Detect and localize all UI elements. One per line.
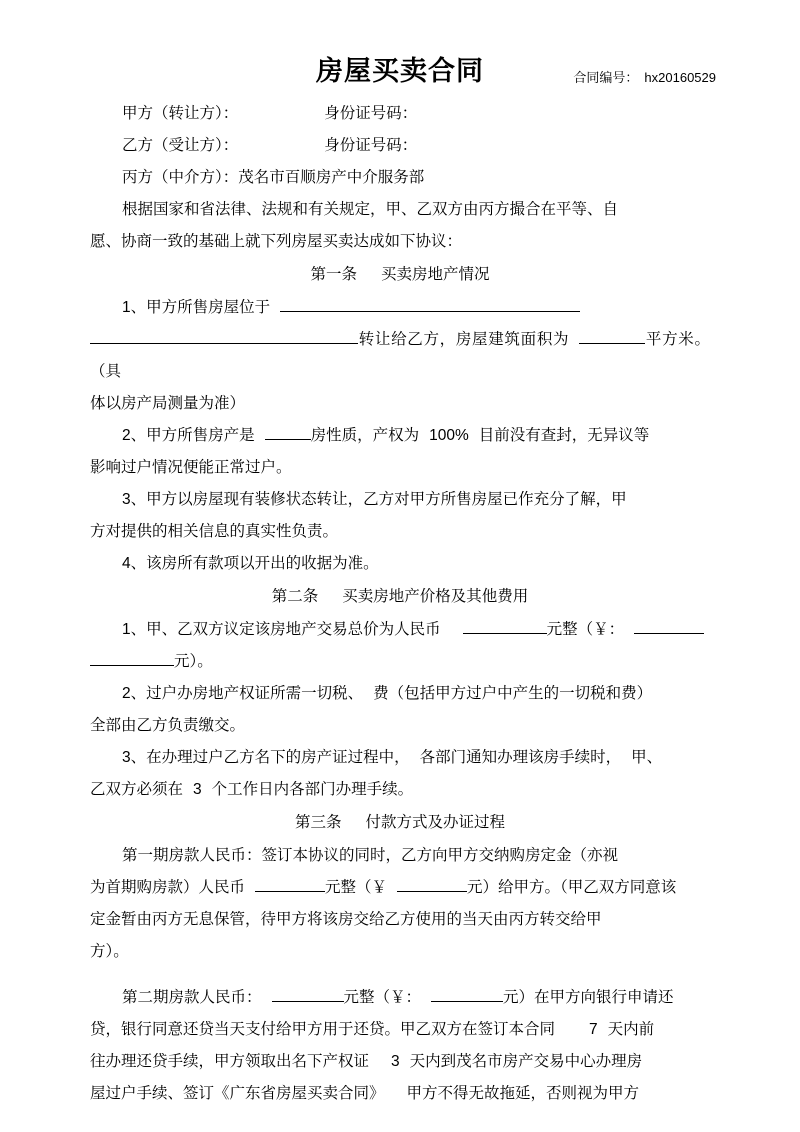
s1-i1-text-a: 1、甲方所售房屋位于 [122,299,271,316]
s1-i1-blank-area[interactable] [579,327,645,344]
s3-p1-blank-deposit-digits[interactable] [397,875,467,892]
section-2-item-1-line-1 [90,614,710,646]
section-1-number: 第一条 [310,266,357,283]
paragraph-spacer [90,968,710,982]
s1-i1-blank-address-cont[interactable] [90,327,358,344]
preamble-line-2: 愿、协商一致的基础上就下列房屋买卖达成如下协议： [90,233,463,250]
section-3-number: 第三条 [294,814,342,831]
section-2-name: 买卖房地产价格及其他费用 [342,588,529,605]
s3-p1-text-b: 为首期购房款）人民币 [90,879,246,896]
s1-i2-text-a: 2、甲方所售房产是 [122,427,255,444]
section-3-name: 付款方式及办证过程 [365,814,506,831]
page-title: 房屋买卖合同 [316,56,484,86]
section-3-para-2-line-3 [90,1046,710,1078]
section-3-para-1-line-3: 定金暂由丙方无息保管，待甲方将该房交给乙方使用的当天由丙方转交给甲 [90,911,602,928]
s3-p2-text-c: 元）在甲方向银行申请还 [503,989,674,1006]
s2-i1-blank-total-words[interactable] [463,617,547,634]
s2-i3-text-d: 乙双方必须在 [90,781,184,798]
section-1-item-1-line-3: 体以房产局测量为准） [90,395,246,412]
s3-p2-blank-amount-words[interactable] [272,985,344,1002]
s3-p2-text-f: 往办理还贷手续，甲方领取出名下产权证 [90,1053,370,1070]
section-1-heading [90,258,710,292]
s2-i3-text-b: 各部门通知办理该房手续时， [419,749,622,766]
s2-i3-days: 3 [193,781,202,798]
section-3-para-1-line-4: 方）。 [90,943,129,960]
section-2-item-3-line-1 [90,742,710,774]
s3-p1-text-d: 元）给甲方。（甲乙双方同意该 [467,879,677,896]
section-2-item-3-line-2 [90,774,710,806]
party-jiafang-label: 甲方（转让方）： [122,105,239,122]
party-jiafang-id-label: 身份证号码： [324,105,418,122]
section-2-item-2-line-2: 全部由乙方负责缴交。 [90,717,246,734]
s2-i1-text-c: 元）。 [174,653,213,670]
section-3-para-2-line-1 [90,982,710,1014]
s3-p1-blank-deposit-words[interactable] [255,875,325,892]
section-1-item-1-line-1 [90,292,710,324]
section-2-item-1-line-2 [90,646,710,678]
s3-p2-days-1: 7 [589,1021,598,1038]
s3-p2-text-d: 贷，银行同意还贷当天支付给甲方用于还贷。甲乙双方在签订本合同 [90,1021,556,1038]
s1-i2-percent: 100% [429,427,469,444]
s2-i2-text-a: 2、过户办房地产权证所需一切税、 [122,685,364,702]
contract-number [573,67,716,86]
section-3-heading [90,806,710,840]
s1-i1-text-c: 平方米。（具 [90,331,710,380]
s3-p2-text-i: 甲方不得无故拖延，否则视为甲方 [406,1085,640,1102]
section-1-item-3-line-1: 3、甲方以房屋现有装修状态转让，乙方对甲方所售房屋已作充分了解，甲 [122,491,627,508]
s2-i1-blank-total-digits[interactable] [634,617,704,634]
s2-i3-text-c: 甲、 [631,749,663,766]
party-row-yifang [90,130,710,162]
section-1-item-2-line-1 [90,420,710,452]
s2-i3-text-a: 3、在办理过户乙方名下的房产证过程中， [122,749,410,766]
s2-i1-blank-total-digits-cont[interactable] [90,649,174,666]
section-2-number: 第二条 [271,588,319,605]
s1-i2-text-c: 目前没有查封，无异议等 [478,427,650,444]
section-2-heading [90,580,710,614]
contract-number-value: hx20160529 [644,70,716,85]
section-1-name: 买卖房地产情况 [381,266,490,283]
s2-i2-text-b: 费（包括甲方过户中产生的一切税和费） [373,685,653,702]
section-2-item-2-line-1 [90,678,710,710]
s1-i2-blank-nature[interactable] [265,423,311,440]
s2-i3-text-e: 个工作日内各部门办理手续。 [211,781,414,798]
s2-i1-text-b: 元整（￥： [546,621,625,638]
contract-number-label: 合同编号： [573,70,639,85]
section-3-para-2-line-2 [90,1014,710,1046]
s3-p2-text-h: 屋过户手续、签订《广东省房屋买卖合同》 [90,1085,385,1102]
section-1-item-1-line-2 [90,324,710,388]
s3-p2-text-a: 第二期房款人民币： [122,989,262,1006]
section-3-para-2-line-4 [90,1078,710,1110]
party-yifang-id-label: 身份证号码： [324,137,418,154]
party-yifang-label: 乙方（受让方）： [122,137,239,154]
s3-p2-text-g: 天内到茂名市房产交易中心办理房 [409,1053,643,1070]
section-1-item-2-line-2: 影响过户情况便能正常过户。 [90,459,292,476]
section-1-item-4: 4、该房所有款项以开出的收据为准。 [122,555,379,572]
s3-p2-text-e: 天内前 [607,1021,655,1038]
s1-i1-blank-address[interactable] [280,295,580,312]
section-1-item-3-line-2: 方对提供的相关信息的真实性负责。 [90,523,339,540]
s3-p1-text-c: 元整（￥ [325,879,388,896]
s2-i1-text-a: 1、甲、乙双方议定该房地产交易总价为人民币 [122,621,441,638]
s3-p2-blank-amount-digits[interactable] [431,985,503,1002]
section-3-para-1-line-1: 第一期房款人民币：签订本协议的同时，乙方向甲方交纳购房定金（亦视 [122,847,619,864]
section-3-para-1-line-2 [90,872,710,904]
s3-p2-text-b: 元整（￥： [343,989,422,1006]
preamble-line-1: 根据国家和省法律、法规和有关规定，甲、乙双方由丙方撮合在平等、自 [122,201,619,218]
party-bingfang: 丙方（中介方）：茂名市百顺房产中介服务部 [122,169,425,186]
party-row-jiafang [90,98,710,130]
s1-i1-text-b: 转让给乙方，房屋建筑面积为 [358,331,570,348]
s1-i2-text-b: 房性质，产权为 [310,427,420,444]
title-row [90,52,716,94]
s3-p2-days-2: 3 [391,1053,400,1070]
